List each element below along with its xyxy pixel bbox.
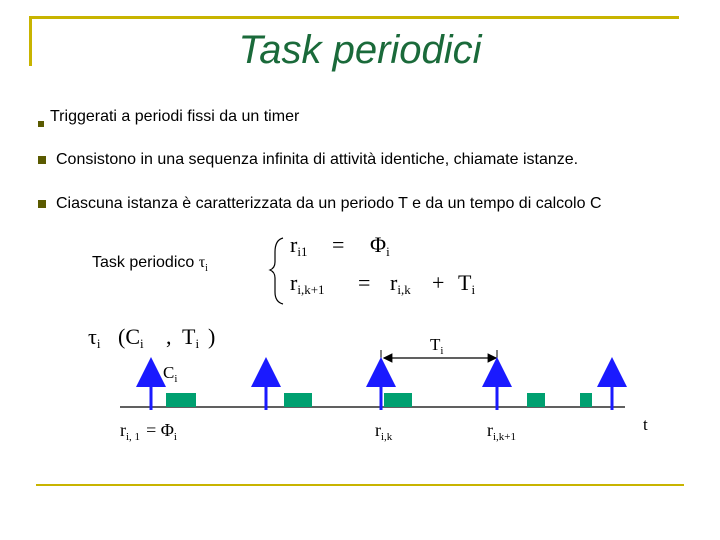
equation-1 <box>290 232 390 259</box>
bullet-text: Triggerati a periodi fissi da un timer <box>50 108 300 125</box>
eq2-T: Ti <box>458 270 476 297</box>
bullet-text: Ciascuna istanza è caratterizzata da un periodo T e da un tempo di calcolo C <box>56 195 602 212</box>
job-block-5 <box>580 393 592 407</box>
release-label-1: $r_{i, 1} = \Phi_i$ <box>120 420 177 443</box>
eq2-plus: + <box>432 270 445 295</box>
job-block-2 <box>284 393 312 407</box>
eq2-equals: = <box>358 270 371 295</box>
tuple-T: Ti <box>182 324 200 351</box>
release-label-k: $r_{i,k}$ <box>375 420 393 443</box>
task-tuple <box>88 324 215 351</box>
slide-title: Task periodici <box>238 28 482 72</box>
release-label-k1: $r_{i,k+1}$ <box>487 420 517 443</box>
tuple-tau: τi <box>88 324 101 351</box>
job-block-3 <box>384 393 412 407</box>
brace-icon <box>270 238 283 304</box>
task-symbol: $\tau_i$ <box>198 254 208 275</box>
bullet-text: Consistono in una sequenza infinita di attività identiche, chiamate istanze. <box>56 151 579 168</box>
eq1-lhs: ri1 <box>290 232 308 259</box>
ti-label: $T_i$ <box>430 335 444 357</box>
tuple-close: ) <box>208 324 216 349</box>
tuple-c: (Ci <box>118 324 144 351</box>
axis-label-t: t <box>643 415 648 434</box>
task-label-text: Task periodico <box>92 254 195 271</box>
equation-2 <box>290 270 475 297</box>
ci-label: $C_i$ <box>163 363 178 385</box>
job-block-4 <box>527 393 545 407</box>
eq1-equals: = <box>332 232 345 257</box>
job-block-1 <box>166 393 196 407</box>
eq1-rhs: Φi <box>370 232 390 259</box>
eq2-lhs: ri,k+1 <box>290 270 325 297</box>
eq2-r: ri,k <box>390 270 411 297</box>
tuple-comma: , <box>166 324 172 349</box>
